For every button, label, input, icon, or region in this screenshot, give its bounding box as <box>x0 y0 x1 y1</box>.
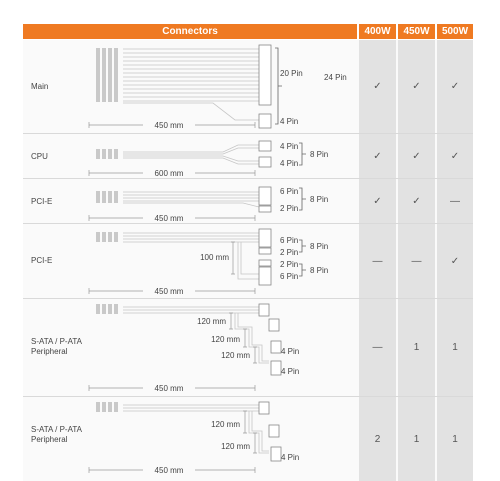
combined-pin-label: 24 Pin <box>324 73 347 82</box>
value-500w: ✓ <box>437 40 473 133</box>
combined-pin-label: 8 Pin <box>310 150 329 159</box>
value-450w: — <box>398 224 435 298</box>
connector-2pin-graphic <box>259 248 271 254</box>
connector-pins-graphic <box>96 402 118 412</box>
wire-bundle <box>123 145 259 164</box>
header-450w: 450W <box>398 24 435 39</box>
pin-label: 2 Pin <box>280 204 299 213</box>
value-450w: ✓ <box>398 40 435 133</box>
connector-4pin-graphic <box>259 141 271 151</box>
pin-label: 4 Pin <box>280 142 299 151</box>
pin-label: 2 Pin <box>280 260 299 269</box>
value-400w: ✓ <box>359 134 396 178</box>
value-450w: 1 <box>398 299 435 396</box>
length-label: 450 mm <box>154 287 184 296</box>
pin-label: 4 Pin <box>281 347 300 356</box>
pin-label: 4 Pin <box>280 117 299 126</box>
header-400w: 400W <box>359 24 396 39</box>
length-label: 120 mm <box>211 420 240 429</box>
pin-label: 6 Pin <box>280 187 299 196</box>
row-label-line: Peripheral <box>31 347 68 356</box>
cable-diagram-main <box>23 40 357 134</box>
connector-pins-graphic <box>96 191 118 203</box>
row-sata-pata-1 <box>23 299 473 397</box>
combined-pin-label: 8 Pin <box>310 266 329 275</box>
length-label: 100 mm <box>200 253 229 262</box>
row-cpu <box>23 134 473 179</box>
value-400w: — <box>359 224 396 298</box>
value-400w: — <box>359 299 396 396</box>
length-label: 600 mm <box>154 169 184 178</box>
wire-bundle <box>123 233 259 279</box>
cable-diagram-pcie <box>23 179 357 224</box>
length-label: 120 mm <box>197 317 226 326</box>
value-500w: — <box>437 179 473 223</box>
value-500w: ✓ <box>437 134 473 178</box>
cable-diagram-cpu <box>23 134 357 179</box>
row-label: PCI-E <box>31 256 53 265</box>
value-400w: ✓ <box>359 179 396 223</box>
connector-6pin-graphic <box>259 267 271 285</box>
connector-2pin-graphic <box>259 260 271 266</box>
value-500w: 1 <box>437 299 473 396</box>
length-label: 450 mm <box>154 384 184 393</box>
pin-label: 20 Pin <box>280 69 303 78</box>
pin-label: 6 Pin <box>280 272 299 281</box>
pin-label: 4 Pin <box>280 159 299 168</box>
length-label: 120 mm <box>221 442 250 451</box>
header-connectors: Connectors <box>23 24 357 39</box>
value-500w: 1 <box>437 397 473 481</box>
connector-6pin-graphic <box>259 187 271 205</box>
connector-20pin-graphic <box>259 45 271 105</box>
connector-pins-graphic <box>96 48 118 102</box>
connector-pins-graphic <box>96 304 118 314</box>
value-450w: ✓ <box>398 179 435 223</box>
length-label: 120 mm <box>221 351 250 360</box>
connector-2pin-graphic <box>259 206 271 212</box>
row-label-line: Peripheral <box>31 435 68 444</box>
header-500w: 500W <box>437 24 473 39</box>
value-500w: ✓ <box>437 224 473 298</box>
value-400w: ✓ <box>359 40 396 133</box>
connector-table <box>23 24 473 475</box>
pin-label: 2 Pin <box>280 248 299 257</box>
connector-pins-graphic <box>96 149 118 159</box>
row-pcie-dual <box>23 224 473 299</box>
row-label: PCI-E <box>31 197 53 206</box>
connector-6pin-graphic <box>259 229 271 247</box>
row-label: Main <box>31 82 49 91</box>
connector-4pin-graphic <box>259 114 271 128</box>
pin-label: 4 Pin <box>281 453 300 462</box>
value-450w: ✓ <box>398 134 435 178</box>
cable-diagram-sata <box>23 299 357 397</box>
pin-label: 4 Pin <box>281 367 300 376</box>
length-label: 450 mm <box>154 466 184 475</box>
row-sata-pata-2 <box>23 397 473 481</box>
length-label: 450 mm <box>154 214 184 223</box>
connector-4pin-graphic <box>259 157 271 167</box>
wire-bundle <box>123 49 259 120</box>
row-label-line: S-ATA / P-ATA <box>31 337 82 346</box>
combined-pin-label: 8 Pin <box>310 242 329 251</box>
combined-pin-label: 8 Pin <box>310 195 329 204</box>
row-label-line: S-ATA / P-ATA <box>31 425 82 434</box>
connector-pins-graphic <box>96 232 118 242</box>
wire-bundle <box>123 192 259 207</box>
cable-diagram-sata-2 <box>23 397 357 481</box>
length-label: 120 mm <box>211 335 240 344</box>
length-label: 450 mm <box>154 121 184 130</box>
cable-diagram-pcie-dual <box>23 224 357 299</box>
row-label: CPU <box>31 152 48 161</box>
value-450w: 1 <box>398 397 435 481</box>
row-pcie-single <box>23 179 473 224</box>
row-main <box>23 40 473 134</box>
value-400w: 2 <box>359 397 396 481</box>
pin-label: 6 Pin <box>280 236 299 245</box>
